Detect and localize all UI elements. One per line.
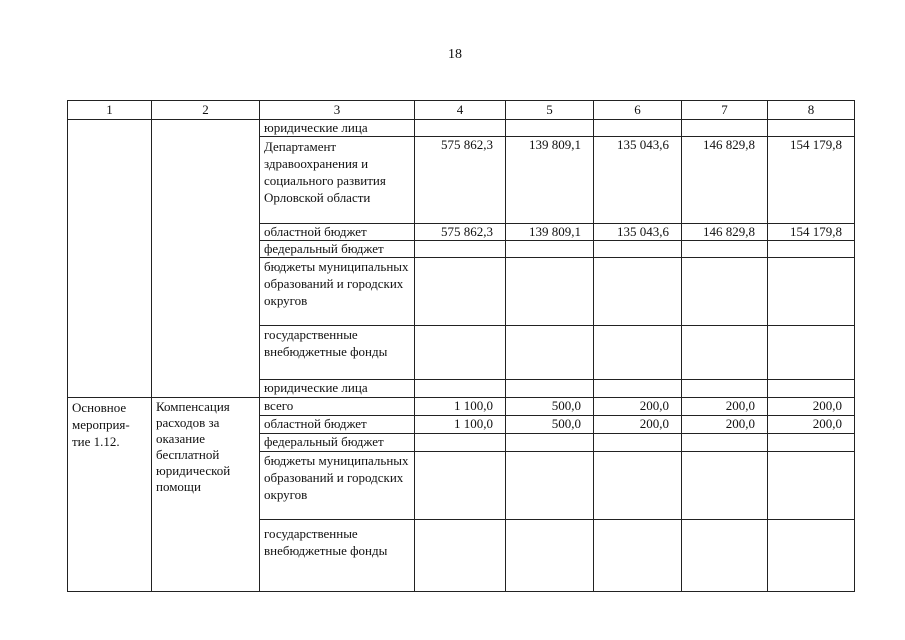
value-cell [768,120,855,137]
value-cell [768,241,855,258]
value-cell [768,520,855,592]
value-cell [768,452,855,520]
value-cell: 575 862,3 [415,137,506,224]
value-cell [415,434,506,452]
table-row [68,398,855,416]
column-number: 7 [682,101,768,120]
funding-source: федеральный бюджет [260,241,415,258]
value-cell [506,434,594,452]
column-number: 2 [152,101,260,120]
value-cell: 200,0 [594,416,682,434]
column-number: 1 [68,101,152,120]
value-cell [594,520,682,592]
column-number-row [68,101,855,120]
value-cell: 146 829,8 [682,224,768,241]
value-cell: 135 043,6 [594,137,682,224]
value-cell [415,326,506,380]
value-cell: 154 179,8 [768,137,855,224]
description-cell [152,120,260,398]
value-cell [415,452,506,520]
funding-source: юридические лица [260,380,415,398]
value-cell [415,241,506,258]
value-cell [682,434,768,452]
value-cell [415,520,506,592]
value-cell [682,380,768,398]
page-number: 18 [448,47,462,62]
value-cell [415,258,506,326]
funding-source: всего [260,398,415,416]
value-cell [594,326,682,380]
value-cell [682,241,768,258]
funding-source: государственные внебюджетные фонды [260,326,415,380]
column-number: 3 [260,101,415,120]
funding-source: Департамент здравоохранения и социального развития Орловской области [260,137,415,224]
funding-source: бюджеты муниципальных образований и городских округов [260,452,415,520]
value-cell [506,326,594,380]
table-row [68,120,855,137]
value-cell [682,326,768,380]
funding-source: областной бюджет [260,224,415,241]
value-cell: 154 179,8 [768,224,855,241]
value-cell: 500,0 [506,416,594,434]
funding-source: юридические лица [260,120,415,137]
value-cell [682,120,768,137]
funding-source: федеральный бюджет [260,434,415,452]
value-cell [594,258,682,326]
value-cell: 200,0 [682,416,768,434]
value-cell: 146 829,8 [682,137,768,224]
value-cell [594,452,682,520]
value-cell: 575 862,3 [415,224,506,241]
value-cell [768,258,855,326]
value-cell [506,520,594,592]
column-number: 8 [768,101,855,120]
column-number: 4 [415,101,506,120]
value-cell [415,120,506,137]
funding-source: бюджеты муниципальных образований и городских округов [260,258,415,326]
value-cell: 139 809,1 [506,137,594,224]
column-number: 5 [506,101,594,120]
value-cell [506,258,594,326]
value-cell [682,258,768,326]
column-number: 6 [594,101,682,120]
value-cell [506,452,594,520]
value-cell [594,434,682,452]
value-cell [594,241,682,258]
value-cell: 1 100,0 [415,398,506,416]
event-cell [68,120,152,398]
description-cell: Компенсация расходов за оказание бесплатной юридической помощи [152,398,260,592]
value-cell: 500,0 [506,398,594,416]
value-cell [682,520,768,592]
value-cell [768,434,855,452]
value-cell [682,452,768,520]
value-cell: 1 100,0 [415,416,506,434]
value-cell [594,120,682,137]
value-cell: 200,0 [682,398,768,416]
value-cell [768,326,855,380]
value-cell [506,241,594,258]
value-cell [415,380,506,398]
funding-source: государственные внебюджетные фонды [260,520,415,592]
budget-table [67,100,855,592]
event-cell: Основное мероприя-тие 1.12. [68,398,152,592]
value-cell: 200,0 [594,398,682,416]
value-cell [506,380,594,398]
value-cell [506,120,594,137]
value-cell: 139 809,1 [506,224,594,241]
value-cell [768,380,855,398]
value-cell [594,380,682,398]
funding-source: областной бюджет [260,416,415,434]
value-cell: 200,0 [768,398,855,416]
value-cell: 200,0 [768,416,855,434]
value-cell: 135 043,6 [594,224,682,241]
